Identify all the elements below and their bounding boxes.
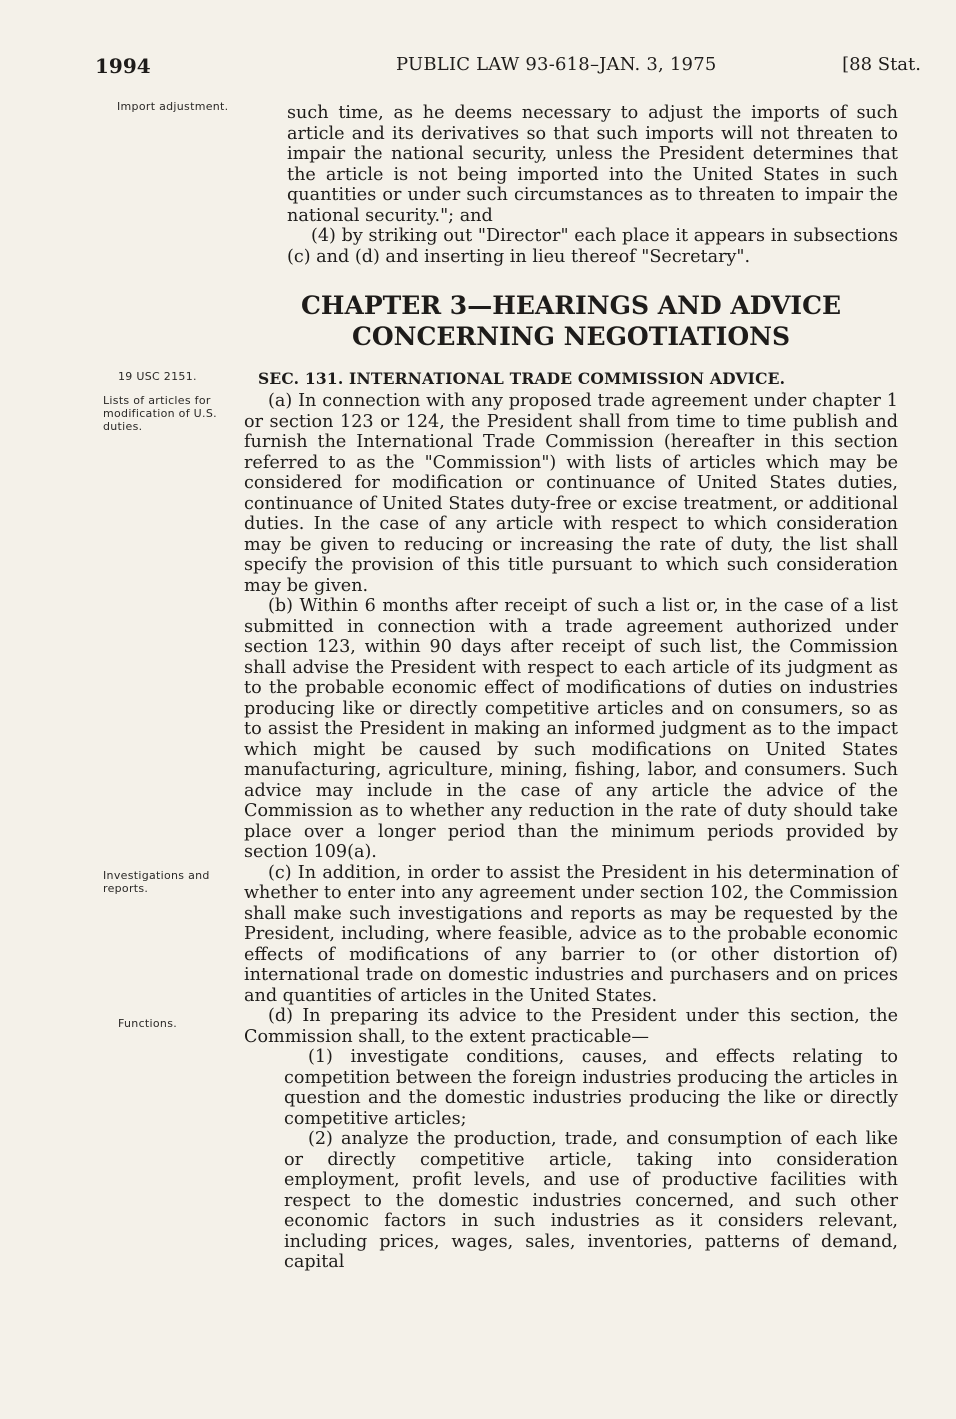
continuation-text: [287, 103, 898, 267]
margin-note-functions: Functions.: [118, 1017, 178, 1030]
section-body: [244, 391, 898, 1273]
paragraph-d-item-1: (1) investigate conditions, causes, and effects relating to competition between the foreign industries producing the articles in question and the domestic industries producing the like or directly competitive articles;: [284, 1047, 898, 1129]
chapter-heading-line-1: CHAPTER 3—HEARINGS AND ADVICE: [300, 291, 842, 320]
continuation-paragraph: such time, as he deems necessary to adjust the imports of such article and its derivatives so that such imports will not threaten to impair the national security, unless the President determines that the article is not being imported into the United States in such quantities or under such circumstances as to threaten to impair the national security."; and: [287, 103, 898, 226]
paragraph-b: (b) Within 6 months after receipt of such a list or, in the case of a list submitted in connection with a trade agreement authorized under section 123, within 90 days after receipt of such list, the Commission shall advise the President with respect to each article of its judgment as to the probable economic effect of modifications of duties on industries producing like or directly competitive articles and on consumers, so as to assist the President in making an informed judgment as to the impact which might be caused by such modifications on United States manufacturing, agriculture, mining, fishing, labor, and consumers. Such advice may include in the case of any article the advice of the Commission as to whether any reduction in the rate of duty should take place over a longer period than the minimum periods provided by section 109(a).: [244, 596, 898, 862]
chapter-heading: [244, 290, 898, 352]
margin-note-investigations: Investigations and reports.: [103, 869, 210, 895]
paragraph-a: (a) In connection with any proposed trade agreement under chapter 1 or section 123 or 124, the President shall from time to time publish and furnish the International Trade Commission (hereafter in this section referred to as the "Commission") with lists of articles which may be considered for modification or continuance of United States duties, continuance of United States duty-free or excise treatment, or additional duties. In the case of any article with respect to which consideration may be given to reducing or increasing the rate of duty, the list shall specify the provision of this title pursuant to which such consideration may be given.: [244, 391, 898, 596]
page-header: [95, 54, 921, 84]
statute-reference: [88 Stat.: [842, 54, 921, 75]
paragraph-d: (d) In preparing its advice to the President under this section, the Commission shall, to the extent practicable—: [244, 1006, 898, 1047]
margin-note-import-adjustment: Import adjustment.: [117, 100, 229, 113]
paragraph-c: (c) In addition, in order to assist the President in his determination of whether to enter into any agreement under section 102, the Commission shall make such investigations and reports as may be requested by the President, including, where feasible, advice as to the probable economic effects of modifications of any barrier to (or other distortion of) international trade on domestic industries and purchasers and on prices and quantities of articles in the United States.: [244, 862, 898, 1006]
margin-note-lists-of-articles: Lists of articles for modification of U.S. duties.: [103, 394, 217, 433]
paragraph-d-item-2: (2) analyze the production, trade, and consumption of each like or directly competitive article, taking into consideration employment, profit levels, and use of productive facilities with respect to the domestic industries concerned, and such other economic factors in such industries as it considers relevant, including prices, wages, sales, inventories, patterns of demand, capital: [284, 1129, 898, 1272]
running-title: PUBLIC LAW 93-618–JAN. 3, 1975: [396, 54, 717, 75]
page-number: 1994: [95, 54, 151, 78]
margin-note-usc-cite: 19 USC 2151.: [118, 370, 197, 383]
section-heading: SEC. 131. INTERNATIONAL TRADE COMMISSION ADVICE.: [258, 369, 786, 388]
amendment-item-4: (4) by striking out "Director" each place it appears in subsections (c) and (d) and inserting in lieu thereof "Secretary".: [287, 226, 898, 267]
chapter-heading-line-2: CONCERNING NEGOTIATIONS: [351, 322, 791, 351]
